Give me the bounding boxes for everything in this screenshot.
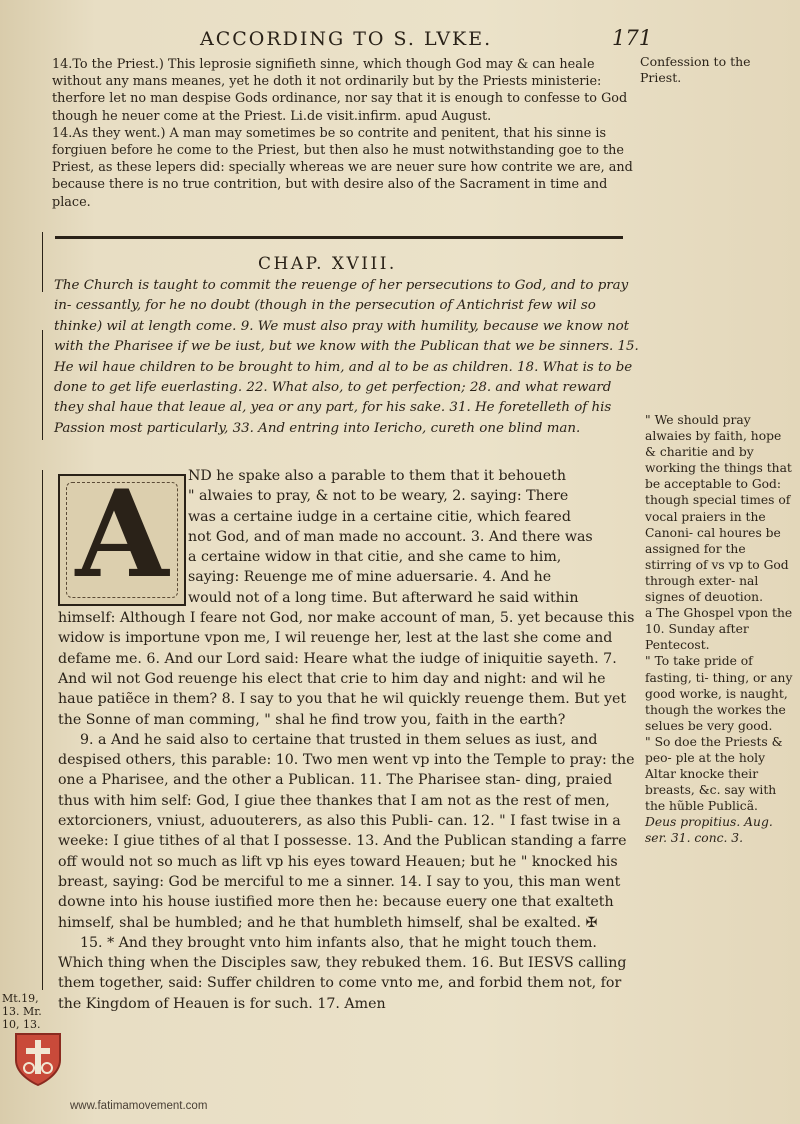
body-line: saying: Reuenge me of mine aduersarie. 4. And he	[188, 569, 552, 586]
margin-bar	[42, 330, 43, 440]
body-paragraph: himself: Although I feare not God, nor make account of man, 5. yet because this widow is importune vpon me, I wil reuenge her, lest at the last she come and defame me. 6. And our Lord said: Heare what the iudge of iniquitie sayeth. 7. And wil not God reuenge his elect that crie to him day and night: and wil he haue patiẽce in them? 8. I say to you that he wil quickly reuenge them. But yet the Sonne of man comming, " shal he find trow you, faith in the earth?	[58, 610, 635, 728]
body-line: ND he spake also a parable to them that it behoueth	[188, 468, 567, 484]
shield-logo-icon	[12, 1030, 64, 1088]
annotation-leprosie: 14.To the Priest.) This leprosie signifieth sinne, which though God may & can heale without any mans meanes, yet he doth it not ordinarily but by the Priests ministerie: therfore let no man despise Gods ordinance, nor say that it is enough to confesse to God though he neuer come at the Priest. Li.de visit.infirm. apud August.	[52, 57, 628, 124]
body-paragraph: 15. * And they brought vnto him infants also, that he might touch them. Which thing when the Disciples saw, they rebuked them. 16. But IESVS calling them together, said: Suffer children to come vnto me, and forbid them not, for the Kingdom of Heauen is for such. 17. Amen	[58, 934, 627, 1012]
section-rule	[55, 236, 623, 239]
body-line: not God, and of man made no account. 3. And there was	[188, 528, 593, 545]
page-number: 171	[612, 26, 653, 50]
cross-references: Mt.19, 13. Mr. 10, 13.	[2, 992, 42, 1031]
dropcap-letter: A	[75, 474, 169, 605]
margin-note-breasts: " So doe the Priests & peo- ple at the holy Altar knocke their breasts, &c. say with the hũble Publicã.	[645, 734, 783, 814]
sidenote-confession: Confession to the Priest.	[640, 54, 751, 85]
margin-note-prayer: " We should pray alwaies by faith, hope & charitie and by working the things that be acceptable to God: though special times of vocal praiers in the Canoni- cal houres be assigned for the stirring of vs vp to God through exter- nal signes of deuotion.	[645, 413, 792, 605]
body-line: was a certaine iudge in a certaine citie, which feared	[188, 508, 571, 525]
margin-note-pride: " To take pride of fasting, ti- thing, or any good worke, is naught, though the workes the selues be very good.	[645, 654, 793, 733]
body-line: would not of a long time. But afterward he said within	[188, 589, 579, 606]
body-paragraph: 9. a And he said also to certaine that trusted in them selues as iust, and despised others, this parable: 10. Two men went vp into the Temple to pray: the one a Pharisee, and the other a Publican. 11. The Pharisee stan- ding, praied thus with him self: God, I giue thee thankes that I am not as the rest of men, extorcioners, vniust, aduouterers, as also this Publi- can. 12. " I fast twise in a weeke: I giue tithes of al that I possesse. 13. And the Publican standing a farre off would not so much as lift vp his eyes toward Heauen; but he " knocked his breast, saying: God be merciful to me a sinner. 14. I say to you, this man went downe into his house iustified more then he: because euery one that exalteth himself, shal be humbled; and he that humbleth himself, shal be exalted. ✠	[58, 731, 635, 931]
watermark-url[interactable]: www.fatimamovement.com	[70, 1100, 208, 1112]
chapter-argument: The Church is taught to commit the reuenge of her persecutions to God, and to pray in- cessantly, for he no doubt (though in the persecution of Antichrist few wil so thinke) wil at length come. 9. We must also pray with humility, because we know not with the Pharisee if we be iust, but we know with the Publican that we be sinners. 15. He wil haue children to be brought to him, and al to be as children. 18. What is to be done to get life euerlasting. 22. What also, to get perfection; 28. and what reward they shal haue that leaue al, yea or any part, for his sake. 31. He foretelleth of his Passion most particularly, 33. And entring into Iericho, cureth one blind man.	[54, 278, 639, 436]
margin-note-ghospel: a The Ghospel vpon the 10. Sunday after Pentecost.	[645, 606, 793, 653]
chapter-heading: CHAP. XVIII.	[258, 254, 397, 274]
body-line: " alwaies to pray, & not to be weary, 2. saying: There	[188, 488, 569, 505]
margin-note-citation: Deus propitius. Aug. ser. 31. conc. 3.	[645, 815, 773, 846]
annotation-contrition: 14.As they went.) A man may sometimes be so contrite and penitent, that his sinne is forgiuen before he come to the Priest, but then also he must notwithstanding goe to the Priest, as these lepers did: specially whereas we are neuer sure how contrite we are, and because there is no true contrition, but with desire also of the Sacrament in time and place.	[52, 125, 633, 210]
annotations-top	[52, 56, 637, 211]
margin-notes	[645, 412, 795, 847]
margin-bar	[42, 232, 43, 292]
margin-bar	[42, 470, 43, 990]
chapter-body	[58, 466, 644, 1014]
body-line: a certaine widow in that citie, and she came to him,	[188, 549, 562, 566]
running-title: ACCORDING TO S. LVKE.	[200, 28, 493, 50]
